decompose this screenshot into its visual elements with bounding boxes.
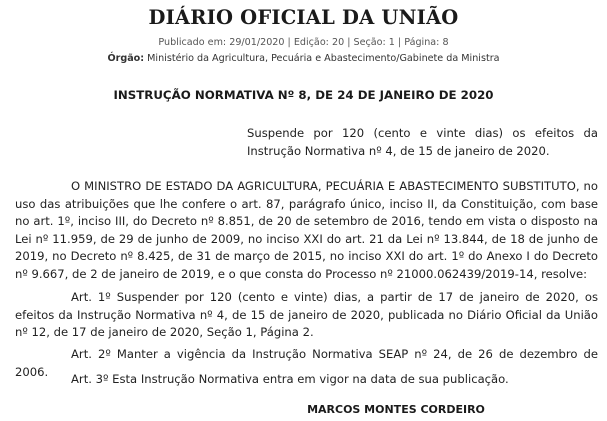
article-3: Art. 3º Esta Instrução Normativa entra em vigor na data de sua publicação. bbox=[71, 372, 509, 386]
organ-line bbox=[0, 53, 607, 64]
article-1: Art. 1º Suspender por 120 (cento e vinte) dias, a partir de 17 de janeiro de 2020, os efeitos da Instrução Normativa nº 4, de 15 de janeiro de 2020, publicada no Diário Oficial da União nº 12, de 17 de janeiro de 2020, Seção 1, Página 2. bbox=[15, 290, 598, 340]
masthead-title: DIÁRIO OFICIAL DA UNIÃO bbox=[148, 6, 459, 29]
organ-value: Ministério da Agricultura, Pecuária e Abastecimento/Gabinete da Ministra bbox=[147, 53, 500, 64]
signature: MARCOS MONTES CORDEIRO bbox=[307, 403, 485, 416]
document-title: INSTRUÇÃO NORMATIVA Nº 8, DE 24 DE JANEIRO DE 2020 bbox=[113, 88, 494, 102]
publication-meta: Publicado em: 29/01/2020 | Edição: 20 | Seção: 1 | Página: 8 bbox=[158, 37, 449, 48]
organ-label: Órgão: bbox=[107, 53, 145, 64]
article-2: Art. 2º Manter a vigência da Instrução Normativa SEAP nº 24, de 26 de dezembro de 2006. bbox=[15, 347, 598, 379]
preamble-paragraph: O MINISTRO DE ESTADO DA AGRICULTURA, PECUÁRIA E ABASTECIMENTO SUBSTITUTO, no uso das atribuições que lhe confere o art. 87, parágrafo único, inciso II, da Constituição, com base no art. 1º, inciso III, do Decreto nº 8.851, de 20 de setembro de 2016, tendo em vista o disposto na Lei nº 11.959, de 29 de junho de 2009, no inciso XXI do art. 21 da Lei nº 13.844, de 18 de junho de 2019, no Decreto nº 8.425, de 31 de março de 2015, no inciso XXI do art. 1º do Anexo I do Decreto nº 9.667, de 2 de janeiro de 2019, e o que consta do Processo nº 21000.062439/2019-14, resolve: bbox=[15, 179, 598, 281]
ementa: Suspende por 120 (cento e vinte dias) os efeitos da Instrução Normativa nº 4, de 15 de janeiro de 2020. bbox=[247, 126, 598, 158]
